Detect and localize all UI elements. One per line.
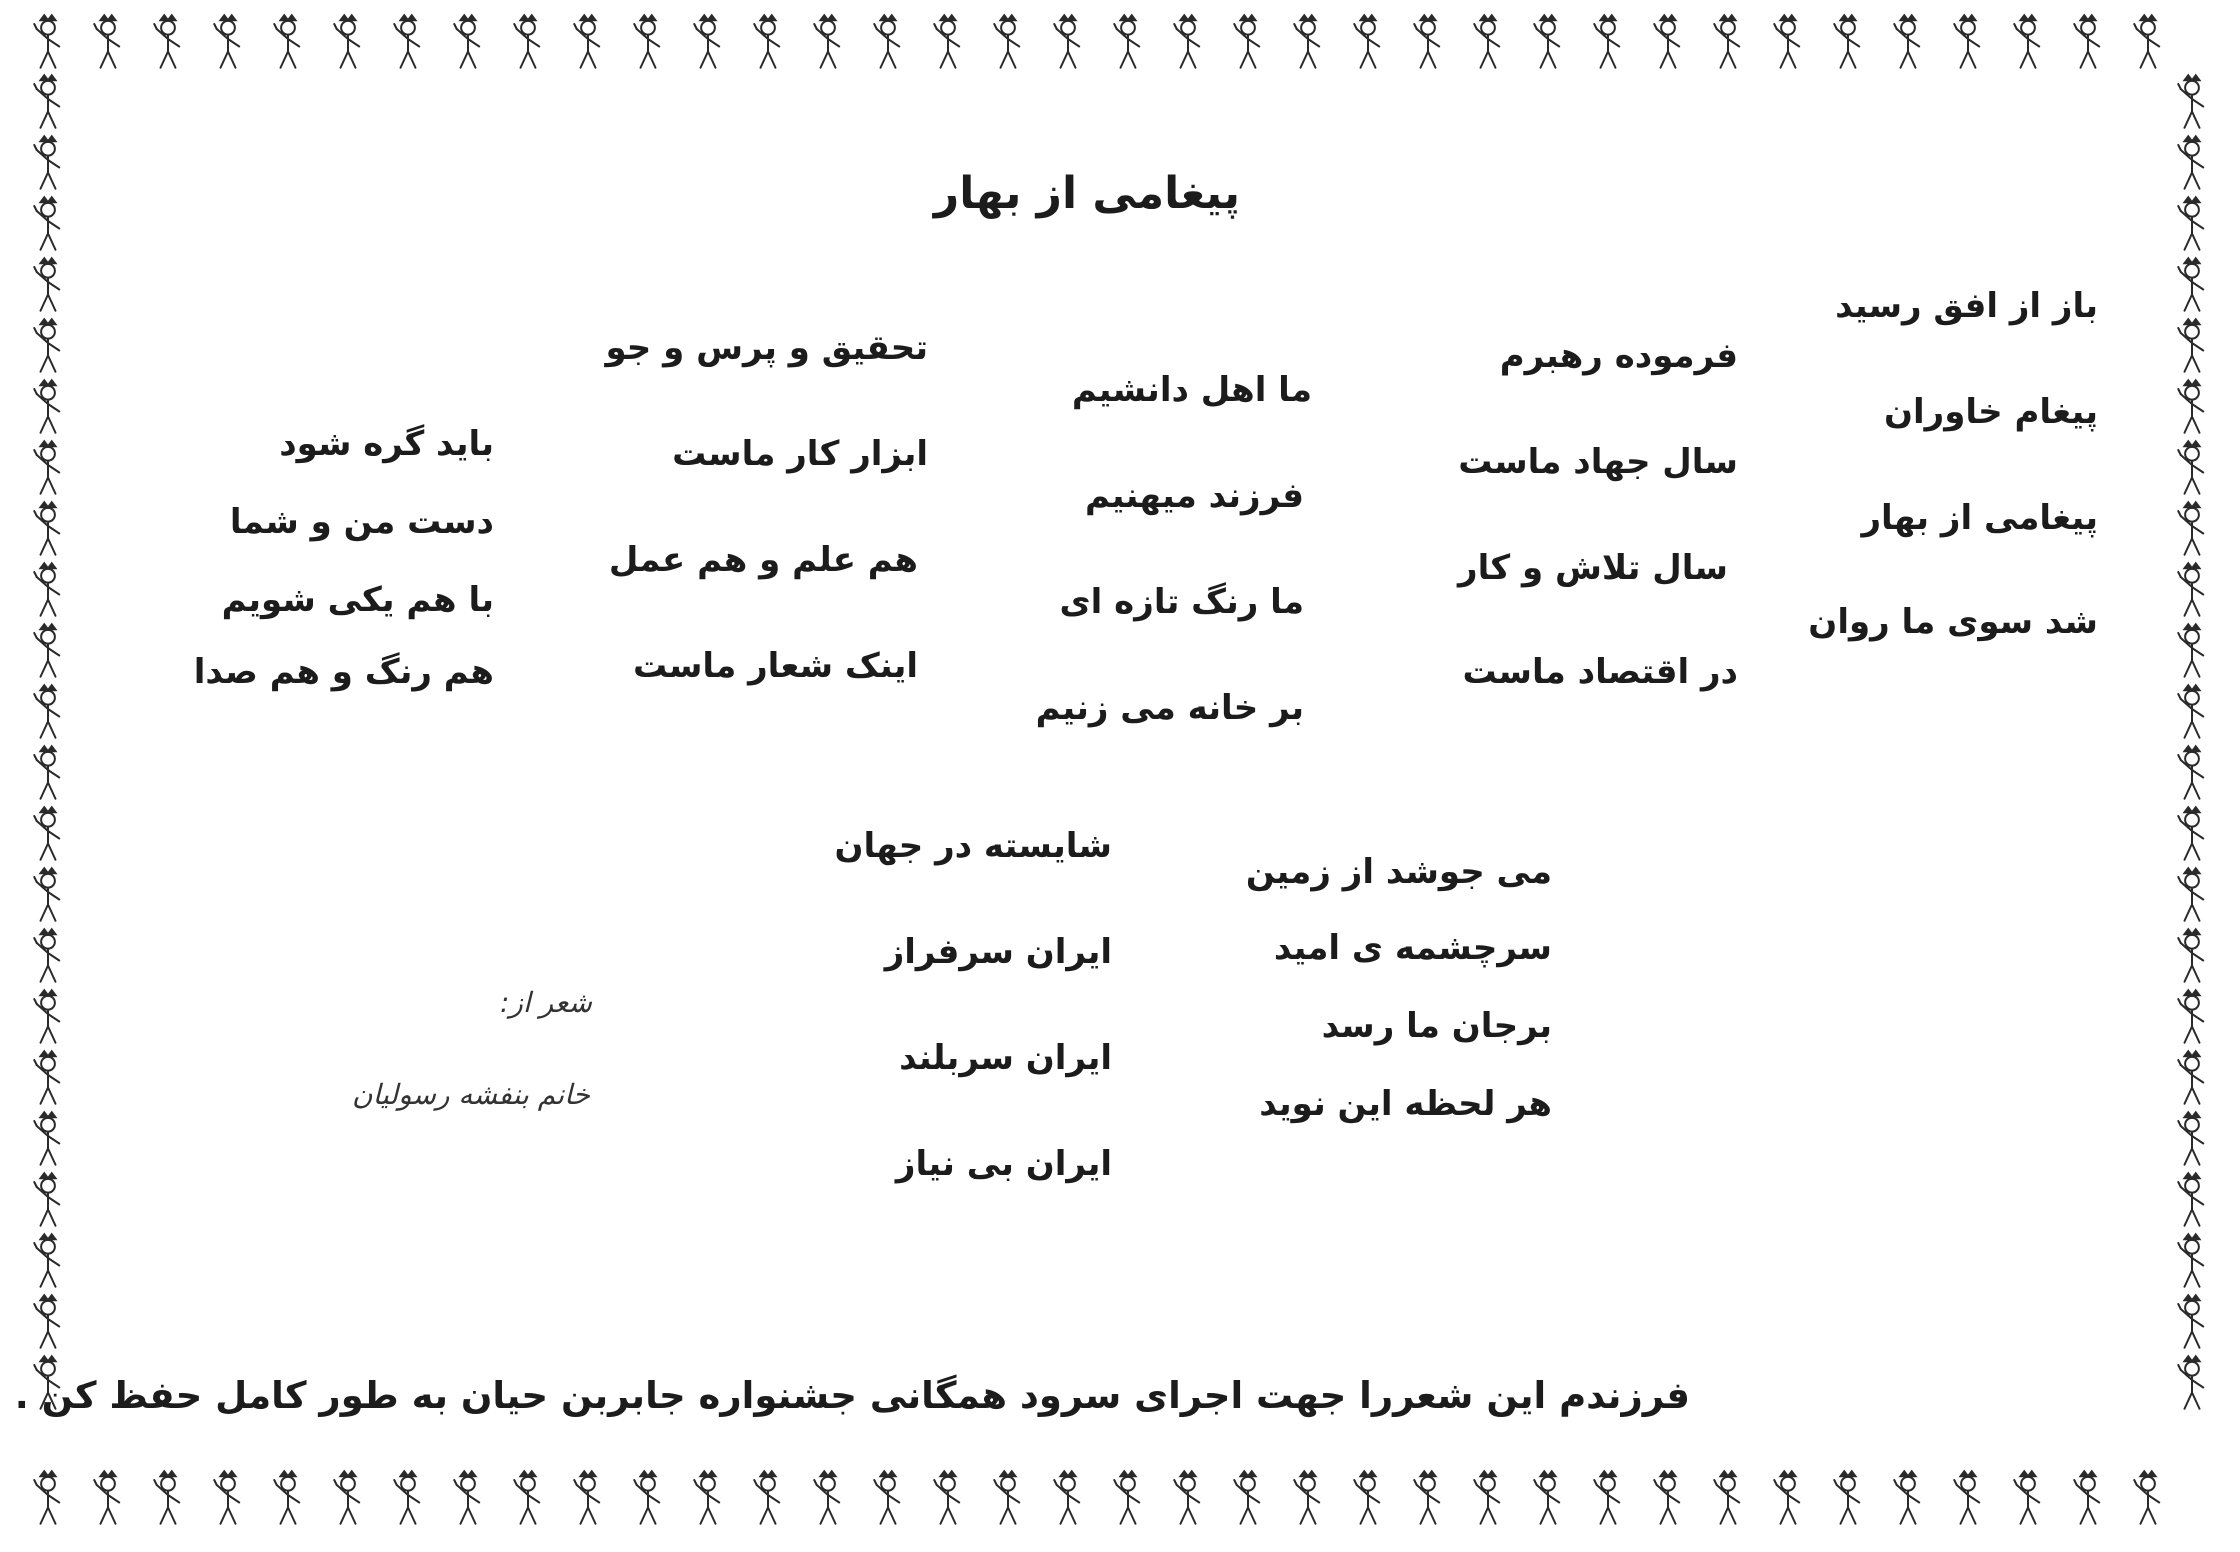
stanza3-line1: ما اهل دانشیم	[1071, 370, 1312, 410]
figure-icon	[1654, 1471, 1679, 1524]
stanza7-line1: شایسته در جهان	[834, 826, 1112, 866]
stanza5-line2: دست من و شما	[229, 502, 494, 542]
figure-icon	[1834, 1471, 1859, 1524]
figure-icon	[34, 319, 59, 372]
figure-icon	[154, 15, 179, 68]
figure-icon	[2178, 990, 2203, 1043]
credit-label: شعر از:	[499, 986, 592, 1019]
figure-icon	[34, 807, 59, 860]
figure-icon	[1114, 1471, 1139, 1524]
figure-icon	[1414, 1471, 1439, 1524]
stanza3-line2: فرزند میهنیم	[1084, 476, 1304, 516]
figure-icon	[994, 15, 1019, 68]
stanza1-line4: شد سوی ما روان	[1808, 602, 2098, 642]
figure-icon	[2178, 502, 2203, 555]
figure-icon	[814, 15, 839, 68]
stanza6-line1: می جوشد از زمین	[1245, 852, 1552, 892]
stanza7-line4: ایران بی نیاز	[895, 1144, 1112, 1184]
figure-icon	[1774, 15, 1799, 68]
figure-icon	[1594, 15, 1619, 68]
poem-title: پیغامی از بهار	[933, 168, 1240, 219]
figure-icon	[1174, 15, 1199, 68]
figure-icon	[34, 1112, 59, 1165]
figure-icon	[2178, 1295, 2203, 1348]
figure-icon	[754, 1471, 779, 1524]
figure-icon	[1054, 1471, 1079, 1524]
figure-icon	[1654, 15, 1679, 68]
stanza4-line4: اینک شعار ماست	[633, 646, 918, 686]
figure-icon	[34, 868, 59, 921]
figure-icon	[34, 502, 59, 555]
stanza7-line2: ایران سرفراز	[884, 932, 1112, 972]
figure-icon	[94, 1471, 119, 1524]
figure-icon	[34, 197, 59, 250]
figure-icon	[1894, 15, 1919, 68]
figure-icon	[2134, 1471, 2159, 1524]
figure-icon	[34, 1471, 59, 1524]
figure-icon	[1114, 15, 1139, 68]
figure-icon	[1534, 15, 1559, 68]
stanza2-line2: سال جهاد ماست	[1458, 442, 1738, 482]
figure-icon	[2178, 868, 2203, 921]
figure-icon	[514, 15, 539, 68]
stanza4-line2: ابزار کار ماست	[672, 434, 928, 474]
figure-icon	[214, 15, 239, 68]
figure-icon	[2178, 75, 2203, 128]
footer-instruction: فرزندم این شعررا جهت اجرای سرود همگانی جشنواره جابربن حیان به طور کامل حفظ کن .	[14, 1374, 1690, 1417]
figure-icon	[934, 15, 959, 68]
figure-icon	[874, 1471, 899, 1524]
stanza1-line2: پیغام خاوران	[1883, 392, 2098, 432]
figure-icon	[1714, 15, 1739, 68]
stanza6-line2: سرچشمه ی امید	[1273, 928, 1552, 968]
stanza7-line3: ایران سربلند	[899, 1038, 1112, 1078]
figure-icon	[934, 1471, 959, 1524]
figure-icon	[2074, 15, 2099, 68]
stanza2-line3: سال تلاش و کار	[1458, 548, 1728, 588]
figure-icon	[34, 563, 59, 616]
figure-icon	[694, 1471, 719, 1524]
figure-icon	[34, 1234, 59, 1287]
stanza6-line3: برجان ما رسد	[1321, 1006, 1552, 1046]
figure-icon	[1414, 15, 1439, 68]
figure-icon	[394, 15, 419, 68]
figure-icon	[1294, 1471, 1319, 1524]
figure-icon	[274, 15, 299, 68]
figure-icon	[154, 1471, 179, 1524]
stanza4-line1: تحقیق و پرس و جو	[605, 328, 928, 368]
figure-icon	[34, 441, 59, 494]
figure-icon	[2014, 15, 2039, 68]
figure-icon	[1594, 1471, 1619, 1524]
figure-icon	[34, 15, 59, 68]
figure-icon	[1234, 1471, 1259, 1524]
figure-icon	[34, 1051, 59, 1104]
figure-icon	[814, 1471, 839, 1524]
figure-icon	[2178, 563, 2203, 616]
figure-icon	[1354, 1471, 1379, 1524]
figure-icon	[1534, 1471, 1559, 1524]
figure-icon	[34, 136, 59, 189]
figure-icon	[2178, 807, 2203, 860]
credit-author: خانم بنفشه رسولیان	[352, 1078, 590, 1111]
stanza3-line4: بر خانه می زنیم	[1035, 688, 1304, 728]
figure-icon	[1954, 15, 1979, 68]
stanza2-line4: در اقتصاد ماست	[1462, 652, 1738, 692]
figure-icon	[2178, 1173, 2203, 1226]
stanza5-line1: باید گره شود	[279, 424, 494, 464]
figure-icon	[1774, 1471, 1799, 1524]
figure-icon	[2134, 15, 2159, 68]
figure-icon	[2178, 136, 2203, 189]
figure-icon	[2178, 929, 2203, 982]
figure-icon	[2178, 319, 2203, 372]
figure-icon	[1054, 15, 1079, 68]
figure-icon	[2178, 1234, 2203, 1287]
figure-icon	[2178, 1112, 2203, 1165]
figure-icon	[34, 258, 59, 311]
figure-icon	[2178, 258, 2203, 311]
stanza6-line4: هر لحظه این نوید	[1259, 1084, 1552, 1124]
figure-icon	[34, 624, 59, 677]
figure-icon	[454, 15, 479, 68]
stanza1-line3: پیغامی از بهار	[1861, 498, 2098, 538]
figure-icon	[574, 15, 599, 68]
figure-icon	[1834, 15, 1859, 68]
figure-icon	[2014, 1471, 2039, 1524]
figure-icon	[2178, 441, 2203, 494]
figure-icon	[34, 1173, 59, 1226]
figure-icon	[2178, 746, 2203, 799]
figure-icon	[94, 15, 119, 68]
figure-icon	[34, 746, 59, 799]
figure-icon	[274, 1471, 299, 1524]
figure-icon	[34, 380, 59, 433]
figure-icon	[2178, 1051, 2203, 1104]
figure-icon	[1954, 1471, 1979, 1524]
figure-icon	[1714, 1471, 1739, 1524]
figure-icon	[454, 1471, 479, 1524]
figure-icon	[1474, 15, 1499, 68]
figure-icon	[334, 1471, 359, 1524]
figure-icon	[394, 1471, 419, 1524]
figure-icon	[634, 15, 659, 68]
stanza4-line3: هم علم و هم عمل	[608, 540, 918, 580]
stanza2-line1: فرموده رهبرم	[1499, 336, 1738, 376]
figure-icon	[334, 15, 359, 68]
figure-icon	[994, 1471, 1019, 1524]
figure-icon	[1234, 15, 1259, 68]
stanza1-line1: باز از افق رسید	[1835, 286, 2098, 326]
figure-icon	[574, 1471, 599, 1524]
figure-icon	[2178, 1356, 2203, 1409]
figure-icon	[1474, 1471, 1499, 1524]
figure-icon	[754, 15, 779, 68]
figure-icon	[34, 929, 59, 982]
figure-icon	[694, 15, 719, 68]
figure-icon	[514, 1471, 539, 1524]
figure-icon	[2074, 1471, 2099, 1524]
stanza5-line4: هم رنگ و هم صدا	[193, 652, 494, 692]
figure-icon	[34, 75, 59, 128]
stanza3-line3: ما رنگ تازه ای	[1059, 582, 1304, 622]
stanza5-line3: با هم یکی شویم	[221, 580, 494, 620]
figure-icon	[214, 1471, 239, 1524]
figure-icon	[1894, 1471, 1919, 1524]
figure-icon	[2178, 685, 2203, 738]
figure-icon	[1174, 1471, 1199, 1524]
figure-icon	[34, 990, 59, 1043]
figure-icon	[634, 1471, 659, 1524]
figure-icon	[1354, 15, 1379, 68]
figure-icon	[1294, 15, 1319, 68]
figure-icon	[2178, 624, 2203, 677]
figure-icon	[2178, 380, 2203, 433]
figure-icon	[2178, 197, 2203, 250]
figure-icon	[34, 685, 59, 738]
figure-icon	[874, 15, 899, 68]
figure-icon	[34, 1295, 59, 1348]
